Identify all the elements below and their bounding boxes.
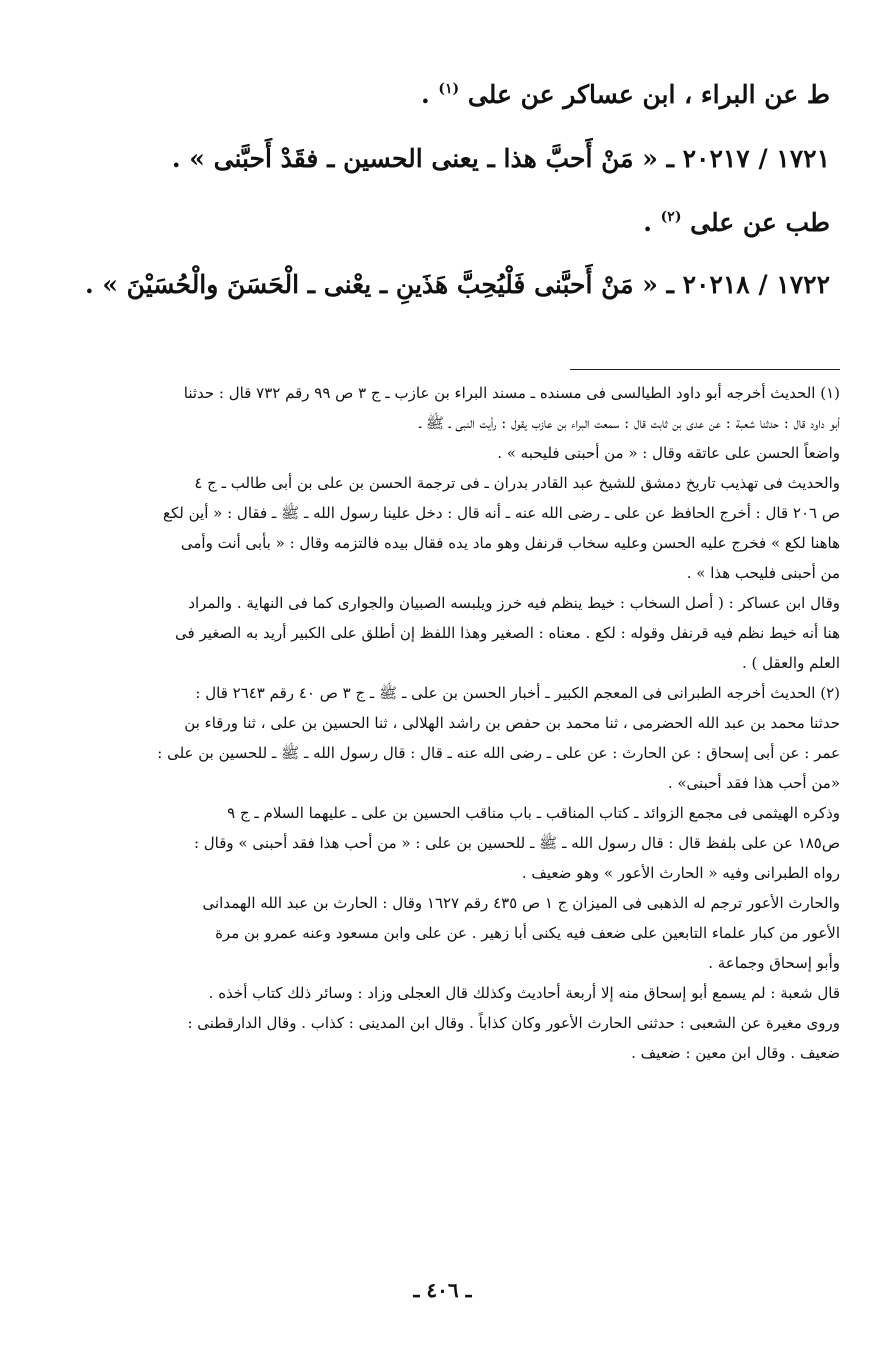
footnote-line: العلم والعقل ) . — [741, 654, 840, 672]
source-line-2 — [40, 206, 830, 240]
footnote-divider — [570, 369, 840, 370]
footnote-line: ص ٢٠٦ قال : أخرج الحافظ عن على ـ رضى الله عنه ـ أنه قال : دخل علينا رسول الله ـ ﷺ ـ فقال : « أين لكع — [163, 504, 840, 522]
footnote-line: والحديث فى تهذيب تاريخ دمشق للشيخ عبد القادر بدران ـ فى ترجمة الحسن بن على بن أبى طالب ـ ج ٤ — [194, 474, 840, 492]
hadith-1722: ١٧٢٢ / ٢٠٢١٨ ـ « مَنْ أَحبَّنى فَلْيُحِبَّ هَذَينِ ـ يعْنى ـ الْحَسَنَ والْحُسَيْنَ » . — [84, 270, 830, 299]
footnote-line: والحارث الأعور ترجم له الذهبى فى الميزان ج ١ ص ٤٣٥ رقم ١٦٢٧ وقال : الحارث بن عبد الله الهمدانى — [202, 894, 840, 912]
footnote-ref-1[interactable]: (١) — [438, 81, 460, 97]
main-text — [40, 78, 830, 302]
source-line-1 — [40, 78, 830, 112]
footnote-line: أبو داود قال : حدثنا شعبة : عن عدى بن ثابت قال : سمعت البراء بن عازب يقول : رأيت النبى ـ ﷺ ـ — [419, 414, 840, 432]
footnote-line: الأعور من كبار علماء التابعين على ضعف فيه يكنى أبا زهير . عن على وابن مسعود وعنه عمرو بن مرة — [215, 924, 840, 942]
footnote-line: وأبو إسحاق وجماعة . — [708, 954, 840, 972]
footnote-line: «من أحب هذا فقد أحبنى» . — [667, 774, 840, 792]
footnote-line: من أحبنى فليحب هذا » . — [686, 564, 840, 582]
footnote-line: قال شعبة : لم يسمع أبو إسحاق منه إلا أربعة أحاديث وكذلك قال العجلى وزاد : وسائر ذلك كتاب أخذه . — [208, 984, 840, 1002]
source-text-2: طب عن على — [690, 208, 830, 237]
footnote-line: ضعيف . وقال ابن معين : ضعيف . — [631, 1044, 840, 1062]
footnote-ref-2[interactable]: (٢) — [660, 209, 682, 225]
page-number: ـ ٤٠٦ ـ — [413, 1278, 472, 1302]
hadith-1721: ١٧٢١ / ٢٠٢١٧ ـ « مَنْ أَحبَّ هذا ـ يعنى الحسين ـ فقَدْ أَحبَّنى » . — [171, 144, 830, 173]
footnote-line: (٢) الحديث أخرجه الطبرانى فى المعجم الكبير ـ أخبار الحسن بن على ـ ﷺ ـ ج ٣ ص ٤٠ رقم ٢٦٤٣ قال : — [195, 684, 840, 702]
source-text-1: ط عن البراء ، ابن عساكر عن على — [467, 80, 830, 109]
footnote-line: حدثنا محمد بن عبد الله الحضرمى ، ثنا محمد بن حفص بن راشد الهلالى ، ثنا الحسين بن على ، ثنا ورقاء بن — [184, 714, 840, 732]
source-end-1: . — [420, 80, 439, 109]
footnote-line: (١) الحديث أخرجه أبو داود الطيالسى فى مسنده ـ مسند البراء بن عازب ـ ج ٣ ص ٩٩ رقم ٧٣٢ قال : حدثنا — [183, 384, 840, 402]
footnote-line: وذكره الهيثمى فى مجمع الزوائد ـ كتاب المناقب ـ باب مناقب الحسين بن على ـ عليهما السلام ـ ج ٩ — [227, 804, 840, 822]
footnote-line: وروى مغيرة عن الشعبى : حدثنى الحارث الأعور وكان كذاباً . وقال ابن المدينى : كذاب . وقال الدارقطنى : — [187, 1014, 840, 1032]
footnote-line: رواه الطبرانى وفيه « الحارث الأعور » وهو ضعيف . — [521, 864, 840, 882]
footnote-line: وقال ابن عساكر : ( أصل السخاب : خيط ينظم فيه خرز ويلبسه الصبيان والجوارى كما فى النهاية . والمراد — [188, 594, 840, 612]
footnote-line: هاهنا لكع » فخرج عليه الحسن وعليه سخاب قرنفل وهو ماد يده فقال بيده فالتزمه وقال : « بأبى أنت وأمى — [180, 534, 840, 552]
footnotes — [40, 378, 840, 1068]
footnote-line: عمر : عن أبى إسحاق : عن الحارث : عن على ـ رضى الله عنه ـ قال : قال رسول الله ـ ﷺ ـ للحسين بن على : — [157, 744, 840, 762]
footnote-line: واضعاً الحسن على عاتقه وقال : « من أحبنى فليحبه » . — [497, 444, 840, 462]
source-end-2: . — [643, 208, 661, 237]
footnote-line: هنا أنه خيط نظم فيه قرنفل وقوله : لكع . معناه : الصغير وهذا اللفظ إن أطلق على الكبير أريد به الصغير فى — [175, 624, 840, 642]
footnote-line: ص١٨٥ عن على بلفظ قال : قال رسول الله ـ ﷺ ـ للحسين بن على : « من أحب هذا فقد أحبنى » وقال : — [193, 834, 840, 852]
